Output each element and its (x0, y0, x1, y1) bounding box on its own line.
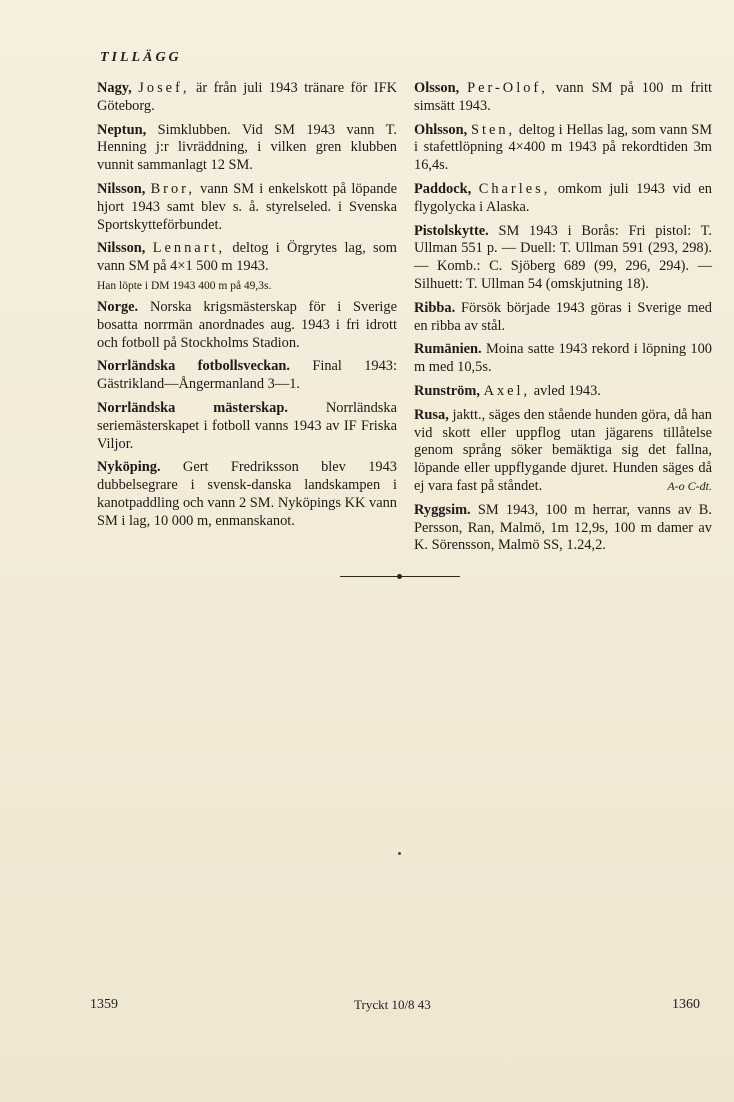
entry-head: Norrländska fotbollsveckan. (97, 358, 291, 375)
entry-text: Försök började 1943 göras i Sverige med en ribba av stål. (414, 299, 712, 334)
entry-rumanien (414, 341, 712, 377)
entry-spaced-name: Axel, (483, 382, 531, 399)
entry-runstrom (414, 383, 712, 401)
entry-head: Ohlsson, (414, 121, 468, 138)
entry-pistolskytte (414, 223, 712, 294)
entry-head: Rumänien. (414, 341, 482, 358)
entry-spaced-name: Josef, (138, 80, 190, 96)
entry-text: vann SM i enkelskott på löpande hjort 1943 samt blev s. å. styrelseled. i Svenska Sportskytteförbundet. (97, 180, 397, 233)
entry-head: Nyköping. (97, 459, 161, 476)
entry-head: Paddock, (414, 180, 472, 197)
entry-text: jaktt., säges den stående hunden göra, då han vid skott eller uppflog utan jägarens tillåtelse genom språng söker bemäktiga sig det fallna, löpande eller uppflygande djuret. Hunden säges då ej vara fast på ståndet. (414, 406, 712, 494)
entry-olsson (414, 80, 712, 116)
entry-head: Runström, (414, 382, 480, 399)
entry-head: Pistolskytte. (414, 222, 489, 239)
entry-note: Han löpte i DM 1943 400 m på 49,3s. (97, 279, 272, 292)
entry-spaced-name: Bror, (150, 180, 195, 197)
entry-nilsson-bror (97, 181, 397, 234)
entry-head: Nilsson, (97, 180, 146, 197)
entry-text: deltog i Örgrytes lag, som vann SM på 4×1 500 m 1943. (97, 240, 397, 275)
entry-nilsson-lennart (97, 240, 397, 276)
print-date-note: Tryckt 10/8 43 (354, 997, 431, 1012)
entry-nagy (97, 80, 397, 116)
entry-text: avled 1943. (530, 382, 601, 399)
entry-norrlandska-fotbollsveckan (97, 358, 397, 394)
entry-ryggsim (414, 502, 712, 555)
entry-norge (97, 299, 397, 352)
entry-head: Norge. (97, 298, 139, 315)
page-number-left: 1359 (90, 997, 118, 1012)
entry-text: deltog i Hellas lag, som vann SM i stafettlöpning 4×400 m 1943 på rekordtiden 3m 16,4s. (414, 121, 712, 174)
entry-neptun (97, 122, 397, 175)
right-column (414, 80, 712, 561)
entry-text: Moina satte 1943 rekord i löpning 100 m med 10,5s. (414, 341, 712, 376)
entry-norrlandska-masterskap (97, 400, 397, 453)
entry-spaced-name: Per-Olof, (467, 80, 548, 96)
entry-head: Rusa, (414, 406, 449, 423)
entry-head: Olsson, (414, 80, 460, 96)
entry-ohlsson (414, 122, 712, 175)
entry-text: Norska krigsmästerskap för i Sverige bosatta norrmän anordnades aug. 1943 i fri idrott och fotboll på Stockholms Stadion. (97, 298, 397, 351)
entry-spaced-name: Charles, (478, 180, 551, 197)
entry-text: SM 1943, 100 m herrar, vanns av B. Persson, Ran, Malmö, 1m 12,9s, 100 m damer av K. Sörensson, Malmö SS, 1.24,2. (414, 501, 712, 554)
entry-nykoping (97, 459, 397, 530)
entry-text: Final 1943: Gästrikland—Ångermanland 3—1. (97, 358, 397, 393)
entry-head: Ryggsim. (414, 501, 471, 518)
entry-spaced-name: Sten, (470, 121, 516, 138)
page-number-right: 1360 (672, 997, 700, 1012)
entry-head: Norrländska mästerskap. (97, 399, 288, 416)
entry-rusa (414, 407, 712, 496)
entry-head: Nagy, (97, 80, 132, 96)
entry-head: Ribba. (414, 299, 456, 316)
entry-ribba (414, 300, 712, 336)
divider-ornament (397, 574, 402, 579)
entry-text: omkom juli 1943 vid en flygolycka i Alaska. (414, 180, 712, 215)
entry-text: Gert Fredriksson blev 1943 dubbelsegrare i svensk-danska landskampen i kanotpaddling och vann 2 SM. Nyköpings KK vann SM i lag, 10 000 m, enmanskanot. (97, 459, 397, 529)
entry-text: Simklubben. Vid SM 1943 vann T. Henning j:r livräddning, i vilken gren klubben vunnit sammanlagt 12 SM. (97, 121, 397, 174)
entry-text: SM 1943 i Borås: Fri pistol: T. Ullman 551 p. — Duell: T. Ullman 591 (293, 298). — Komb.: C. Sjöberg 689 (99, 296, 294). — Silhuett: T. Ullman 54 (omskjutning 18). (414, 222, 712, 292)
entry-head: Nilsson, (97, 240, 146, 257)
entry-spaced-name: Lennart, (152, 240, 226, 257)
section-heading: TILLÄGG (100, 50, 182, 65)
left-column (97, 80, 397, 537)
entry-head: Neptun, (97, 121, 147, 138)
entry-paddock (414, 181, 712, 217)
entry-text: är från juli 1943 tränare för IFK Göteborg. (97, 80, 397, 114)
entry-text: vann SM på 100 m fritt simsätt 1943. (414, 80, 712, 114)
author-signature: A-o C-dt. (667, 478, 712, 493)
print-speck (398, 852, 401, 855)
entry-text: Norrländska seriemästerskapet i fotboll vanns 1943 av IF Friska Viljor. (97, 399, 397, 452)
